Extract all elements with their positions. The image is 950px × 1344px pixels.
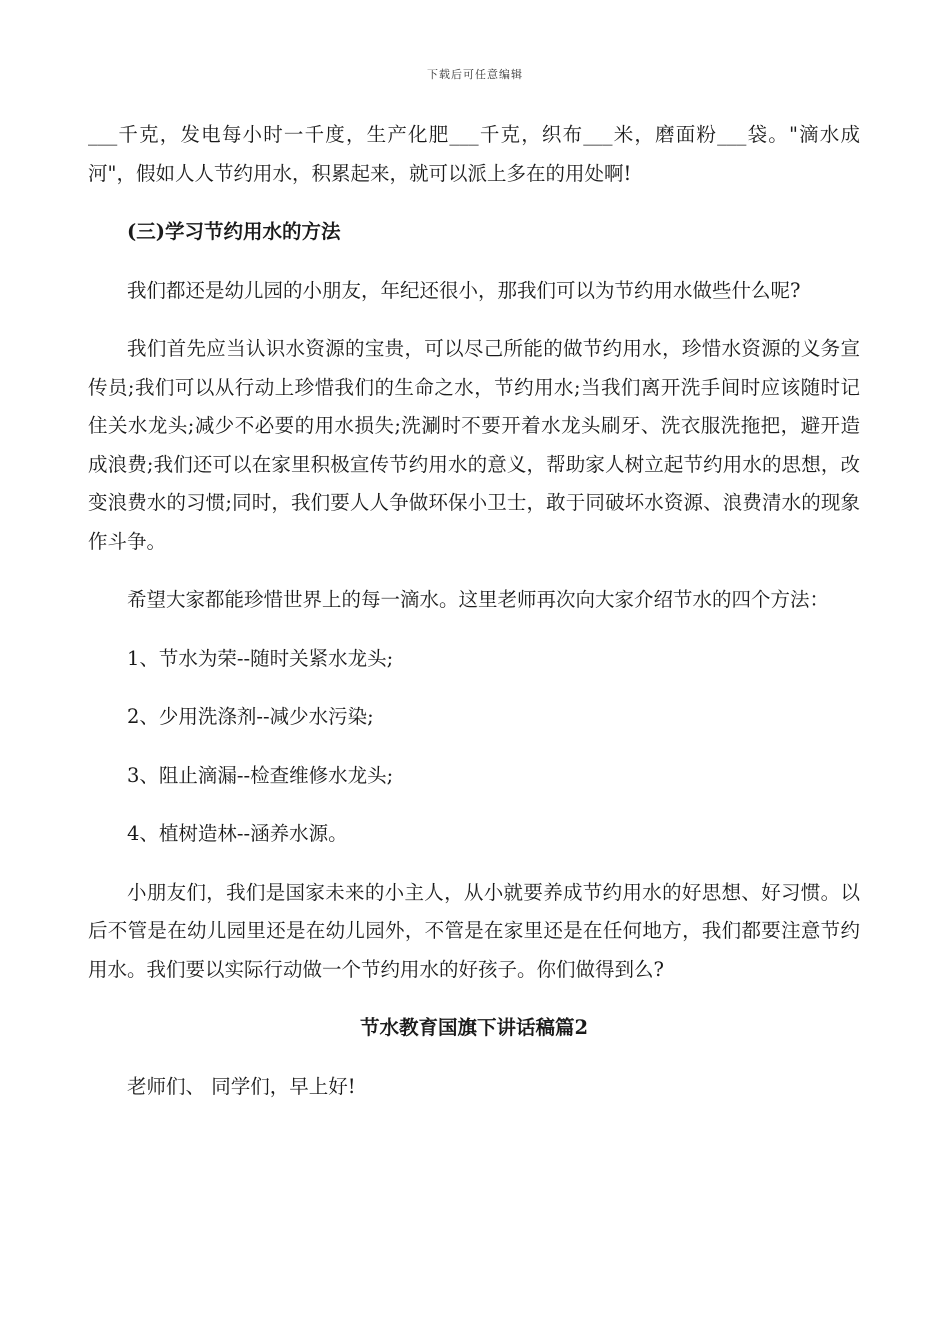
paragraph-greeting: 老师们、 同学们，早上好! <box>127 1074 356 1098</box>
list-item: 2、少用洗涤剂--减少水污染; <box>127 705 374 728</box>
section-heading: (三)学习节约用水的方法 <box>127 220 341 243</box>
list-item: 3、阻止滴漏--检查维修水龙头; <box>127 763 394 787</box>
paragraph-methods: 我们首先应当认识水资源的宝贵，可以尽己所能的做节约用水，珍惜水资源的义务宣传员;我们可以从行动上珍惜我们的生命之水，节约用水;当我们离开洗手间时应该随时记住关水龙头;减少不必要的用水损失;洗涮时不要开着水龙头刷牙、洗衣服洗拖把，避开造成浪费;我们还可以在家里积极宣传节约用水的意义，帮助家人树立起节约用水的思想，改变浪费水的习惯;同时，我们要人人争做环保小卫士，敢于同破坏水资源、浪费清水的现象作斗争。 <box>88 337 860 553</box>
paragraph-intro-list: 希望大家都能珍惜世界上的每一滴水。这里老师再次向大家介绍节水的四个方法： <box>127 588 830 611</box>
page-header: 下载后可任意编辑 <box>427 68 523 81</box>
list-item: 4、植树造林--涵养水源。 <box>127 822 348 845</box>
document-body <box>88 116 860 1126</box>
paragraph-question: 我们都还是幼儿园的小朋友，年纪还很小，那我们可以为节约用水做些什么呢? <box>127 278 801 302</box>
paragraph-conclusion: 小朋友们，我们是国家未来的小主人，从小就要养成节约用水的好思想、好习惯。以后不管是在幼儿园里还是在幼儿园外，不管是在家里还是在任何地方，我们都要注意节约用水。我们要以实际行动做一个节约用水的好孩子。你们做得到么? <box>88 880 860 981</box>
article-title: 节水教育国旗下讲话稿篇2 <box>359 1016 589 1039</box>
list-item: 1、节水为荣--随时关紧水龙头; <box>127 646 394 670</box>
paragraph-quantities: ___千克，发电每小时一千度，生产化肥___千克，织布___米，磨面粉___袋。"滴水成河"，假如人人节约用水，积累起来，就可以派上多在的用处啊! <box>88 123 860 185</box>
